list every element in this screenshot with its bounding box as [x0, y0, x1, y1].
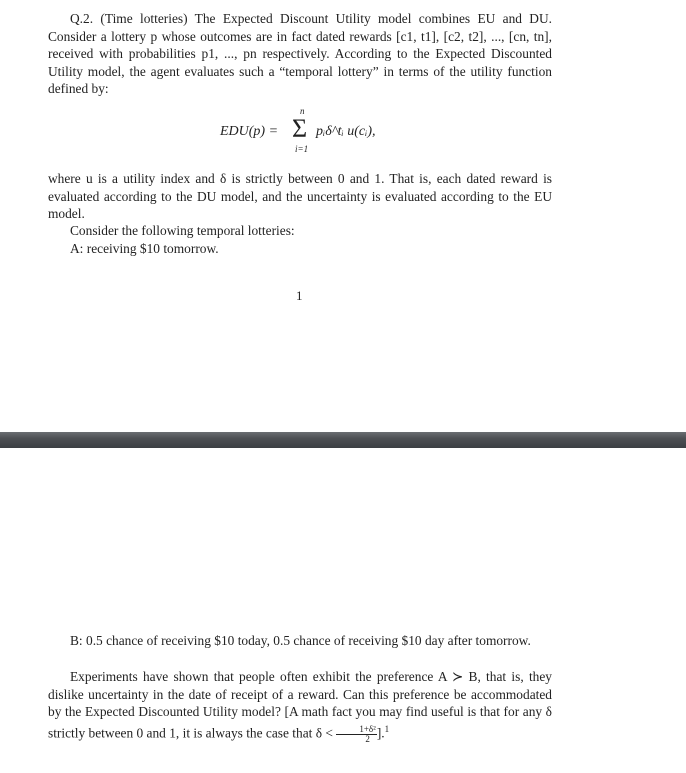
- lottery-b-paragraph: B: 0.5 chance of receiving $10 today, 0.5 chance of receiving $10 day after tomorrow.: [70, 633, 531, 648]
- question-intro-paragraph: Q.2. (Time lotteries) The Expected Discount Utility model combines EU and DU. Consider a lottery p whose outcomes are in fact dated rewards [c1, t1], [c2, t2], ..., [cn, tn], received with probabilities p1, ..., pn respectively. According to the Expected Discounted Utility model, the agent evaluates such a “temporal lottery” in terms of the utility function defined by:: [48, 11, 552, 97]
- experiments-text: Experiments have shown that people often exhibit the preference A ≻ B, that is, they dislike uncertainty in the date of receipt of a reward. Can this preference be accommodated by the Expected Discounted Utility model? [A math fact you may find useful is that for any δ strictly between 0 and 1, it is always the case that δ <: [48, 669, 552, 741]
- sum-symbol: Σ: [292, 114, 308, 143]
- sum-lower-limit: i=1: [295, 144, 309, 154]
- math-fraction: [336, 725, 377, 744]
- sum-upper-limit: n: [300, 106, 305, 116]
- consider-line: Consider the following temporal lotteries:: [70, 223, 295, 238]
- lottery-a-line: A: receiving $10 tomorrow.: [70, 241, 219, 256]
- equation-rhs: pᵢδ^tᵢ u(cᵢ),: [316, 124, 376, 139]
- footnote-marker: 1: [384, 723, 390, 734]
- page-number: 1: [296, 288, 303, 303]
- fraction-denominator: 2: [365, 733, 370, 744]
- equation-lhs: EDU(p) =: [220, 124, 279, 139]
- definition-paragraph: where u is a utility index and δ is strictly between 0 and 1. That is, each dated reward is evaluated according to the DU model, and the uncertainty is evaluated according to the EU model.: [48, 171, 552, 222]
- fraction-numerator: 1+δ²: [336, 725, 377, 735]
- closing-bracket: ].: [376, 725, 385, 741]
- edu-equation: [220, 106, 520, 164]
- experiments-paragraph: [48, 668, 552, 744]
- document-page-2: [0, 448, 686, 773]
- page-separator: [0, 432, 686, 448]
